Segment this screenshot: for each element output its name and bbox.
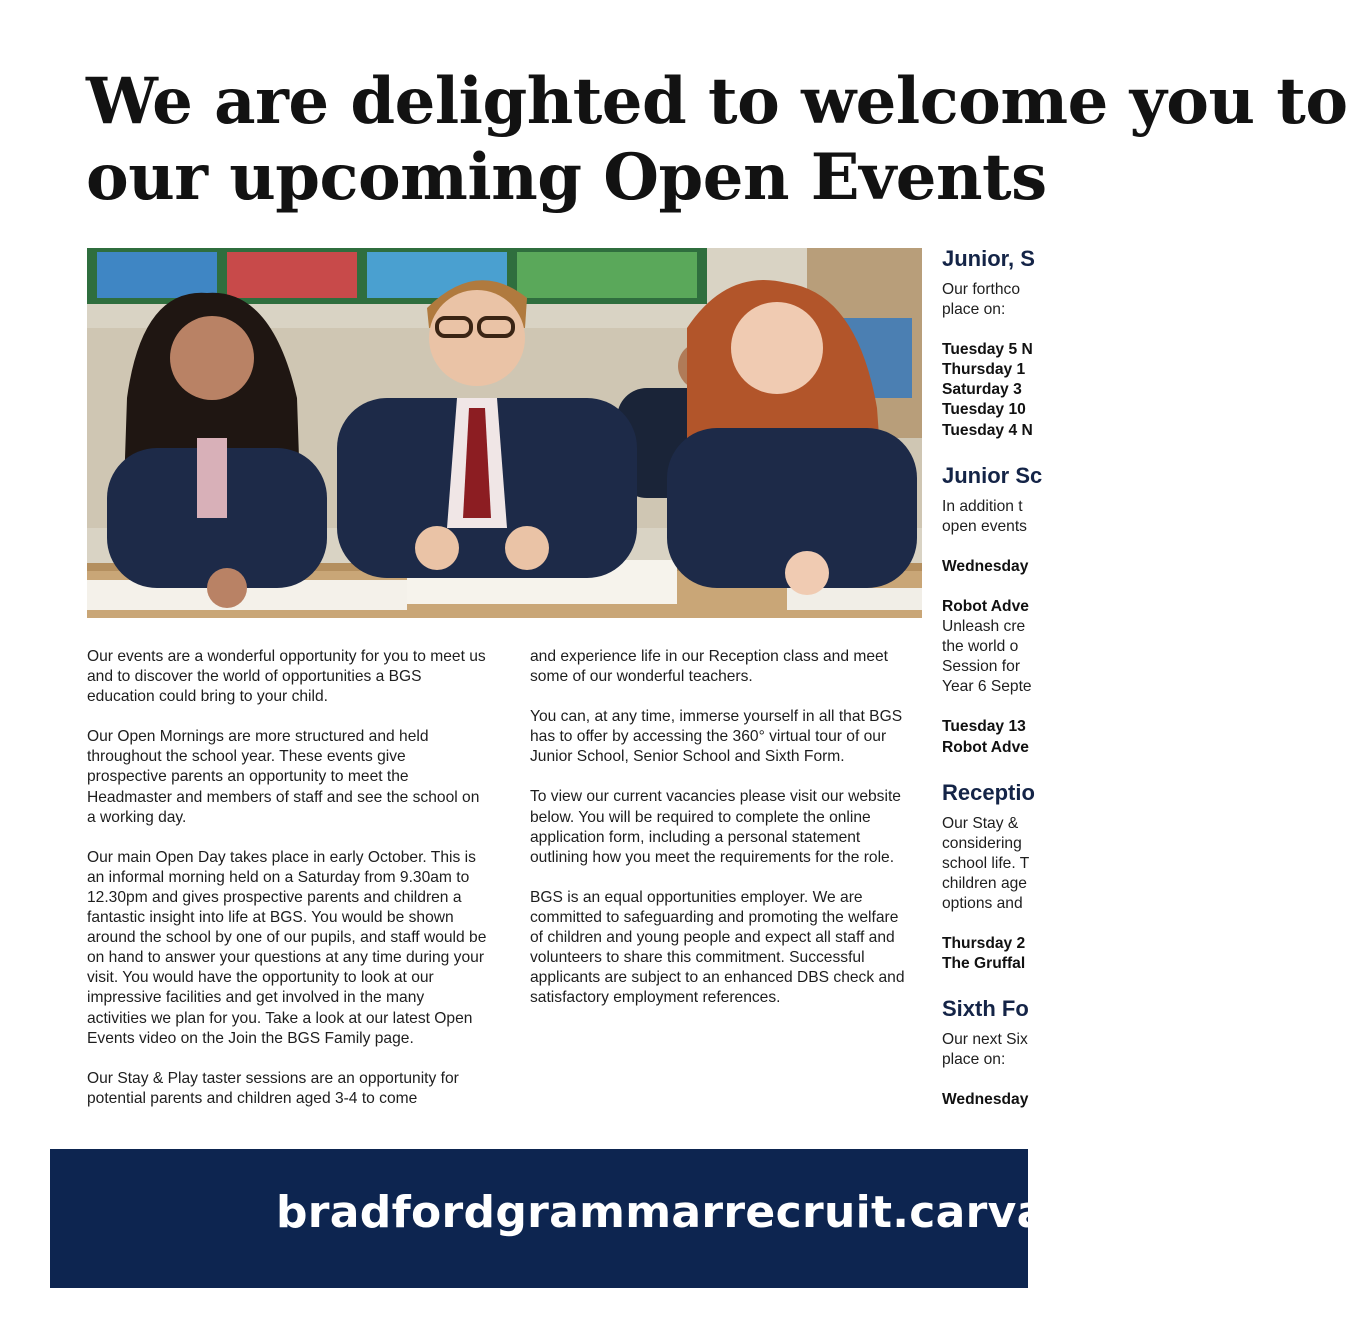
section-junior-school [942, 461, 1242, 758]
event-date: Wednesday [942, 1091, 1029, 1109]
robot-line: Year 6 Septe [942, 678, 1032, 696]
reception-line: Our Stay & [942, 814, 1019, 832]
headline-line-1: We are delighted to welcome you to [86, 64, 1348, 139]
robot-line: Session for [942, 658, 1021, 676]
sixth-form-intro-1: Our next Six [942, 1031, 1028, 1049]
junior-senior-intro-2: place on: [942, 301, 1006, 319]
event-date: Tuesday 10 [942, 401, 1026, 419]
robot-adventure-title-2: Robot Adve [942, 738, 1029, 756]
students-photo [87, 248, 922, 618]
paragraph-virtual-tour: You can, at any time, immerse yourself in all that BGS has to offer by accessing the 360° virtual tour of our Junior School, Senior School and Sixth Form. [530, 708, 903, 766]
section-heading-junior-senior: Junior, S [942, 246, 1035, 271]
junior-school-intro-1: In addition t [942, 497, 1023, 515]
section-sixth-form [942, 994, 1242, 1110]
paragraph-events: Our events are a wonderful opportunity for you to meet us and to discover the world of opportunities a BGS education could bring to your child. [87, 648, 486, 706]
event-title: The Gruffal [942, 955, 1026, 973]
students-photo-illustration [87, 248, 922, 618]
reception-line: considering [942, 834, 1022, 852]
paragraph-open-day: Our main Open Day takes place in early October. This is an informal morning held on a Saturday from 9.30am to 12.30pm and gives prospective parents and children a fantastic insight into life at BGS. You would be shown around the school by one of our pupils, and staff would be on hand to answer your questions at any time during your visit. You would have the opportunity to look at our impressive facilities and get involved in the many activities we plan for you. Take a look at our latest Open Events video on the Join the BGS Family page. [87, 848, 487, 1047]
event-date: Tuesday 13 [942, 718, 1026, 736]
event-date: Saturday 3 [942, 381, 1022, 399]
sixth-form-intro-2: place on: [942, 1051, 1006, 1069]
paragraph-vacancies: To view our current vacancies please visit our website below. You will be required to complete the online application form, including a personal statement outlining how you meet the requirements for the role. [530, 788, 901, 866]
page-headline [86, 64, 1348, 216]
robot-line: the world o [942, 638, 1019, 656]
headline-line-2: our upcoming Open Events [86, 140, 1047, 215]
event-date: Tuesday 5 N [942, 341, 1033, 359]
recruit-website-link[interactable]: bradfordgrammarrecruit.carvalhr.com [276, 1187, 1230, 1238]
section-heading-sixth-form: Sixth Fo [942, 996, 1029, 1022]
intro-column-left [87, 647, 487, 1129]
event-date: Tuesday 4 N [942, 421, 1033, 439]
reception-line: school life. T [942, 854, 1030, 872]
section-heading-junior-school: Junior Sc [942, 462, 1043, 488]
section-heading-reception: Receptio [942, 779, 1035, 805]
events-column-right [942, 244, 1242, 1131]
paragraph-stay-play: Our Stay & Play taster sessions are an opportunity for potential parents and children aged 3-4 to come [87, 1069, 459, 1107]
event-date: Thursday 2 [942, 935, 1026, 953]
junior-school-intro-2: open events [942, 517, 1027, 535]
intro-column-middle [530, 647, 905, 1028]
paragraph-reception-continued: and experience life in our Reception class and meet some of our wonderful teachers. [530, 648, 889, 686]
robot-adventure-title: Robot Adve [942, 597, 1029, 615]
event-date: Thursday 1 [942, 361, 1026, 379]
paragraph-equal-opportunities: BGS is an equal opportunities employer. We are committed to safeguarding and promoting the welfare of children and young people and expect all staff and volunteers to share this commitment. Successful applicants are subject to an enhanced DBS check and satisfactory employment references. [530, 888, 905, 1007]
event-date: Wednesday [942, 557, 1029, 575]
recruit-banner [50, 1149, 1230, 1288]
reception-line: children age [942, 874, 1027, 892]
paragraph-open-mornings: Our Open Mornings are more structured and held throughout the school year. These events give prospective parents an opportunity to meet the Headmaster and members of staff and see the school on a working day. [87, 728, 480, 826]
reception-line: options and [942, 894, 1023, 912]
junior-senior-intro-1: Our forthco [942, 281, 1020, 298]
section-junior-senior [942, 244, 1242, 441]
section-reception [942, 778, 1242, 975]
robot-line: Unleash cre [942, 618, 1026, 636]
